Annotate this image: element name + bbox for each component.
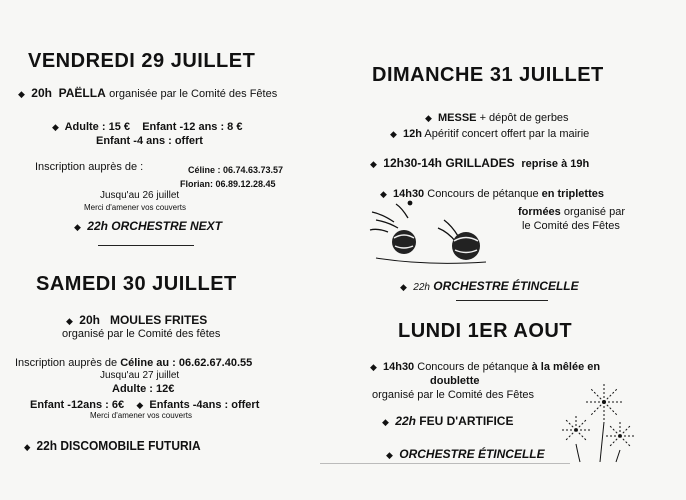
friday-dinner [18, 86, 277, 100]
diamond-bullet-icon: ◆ [425, 113, 432, 123]
friday-dinner-org: organisée par le Comité des Fêtes [109, 88, 278, 100]
sunday-show [400, 279, 579, 293]
sunday-mass-label: MESSE [437, 112, 477, 124]
monday-petanque-bold: à la mêlée en [531, 361, 601, 373]
sunday-petanque-text: Concours de pétanque [427, 188, 539, 200]
saturday-show [24, 438, 201, 453]
sunday-grill [370, 156, 589, 170]
diamond-bullet-icon: ◆ [136, 400, 144, 410]
saturday-deadline: Jusqu'au 27 juillet [100, 370, 180, 381]
sunday-petanque-time: 14h30 [392, 188, 425, 200]
friday-title: VENDREDI 29 JUILLET [28, 50, 256, 72]
diamond-bullet-icon: ◆ [386, 450, 393, 460]
friday-inscription-label: Inscription auprès de : [35, 161, 144, 173]
sunday-grill-name: GRILLADES [445, 156, 515, 170]
scan-edge [320, 463, 570, 464]
sunday-petanque-organise: organisé par [563, 206, 626, 218]
saturday-prices [30, 399, 259, 411]
sunday-mass [425, 112, 569, 124]
divider [456, 300, 548, 301]
diamond-bullet-icon: ◆ [380, 189, 387, 199]
saturday-dinner-name: MOULES FRITES [109, 313, 208, 327]
monday-show-name: ORCHESTRE ÉTINCELLE [399, 447, 545, 461]
diamond-bullet-icon: ◆ [370, 362, 377, 372]
divider [98, 245, 194, 246]
friday-show [74, 219, 222, 233]
friday-deadline: Jusqu'au 26 juillet [100, 190, 180, 201]
saturday-inscription [15, 357, 252, 369]
sunday-petanque-formees: formées [518, 206, 561, 218]
sunday-mass-extra: + dépôt de gerbes [479, 112, 569, 124]
friday-dinner-name: PAËLLA [58, 86, 106, 100]
sunday-aperitif [390, 128, 589, 140]
friday-note: Merci d'amener vos couverts [84, 203, 187, 212]
friday-show-time: 22h [87, 219, 108, 233]
friday-price-small: Enfant -4 ans : offert [96, 135, 203, 147]
saturday-dinner-org: organisé par le Comité des fêtes [62, 328, 221, 340]
friday-contact2: Florian: 06.89.12.28.45 [180, 179, 276, 189]
diamond-bullet-icon: ◆ [390, 129, 397, 139]
friday-price-child: Enfant -12 ans : 8 € [142, 121, 243, 133]
friday-price-adult: Adulte : 15 € [64, 121, 130, 133]
saturday-inscription-contact: Céline au : 06.62.67.40.55 [120, 357, 253, 369]
sunday-petanque-bold: en triplettes [541, 188, 604, 200]
friday-prices [52, 121, 242, 133]
monday-petanque-time: 14h30 [382, 361, 415, 373]
sunday-grill-time: 12h30-14h [383, 156, 442, 170]
monday-fireworks [382, 414, 513, 428]
saturday-title: SAMEDI 30 JUILLET [36, 273, 237, 295]
saturday-price-adult: Adulte : 12€ [112, 383, 175, 395]
sunday-grill-extra: reprise à 19h [521, 158, 590, 170]
monday-petanque-doublette: doublette [430, 375, 480, 387]
friday-show-name: ORCHESTRE NEXT [111, 219, 222, 233]
saturday-price-small: Enfants -4ans : offert [149, 399, 260, 411]
saturday-show-name: 22h DISCOMOBILE FUTURIA [36, 438, 201, 453]
friday-dinner-time: 20h [31, 86, 52, 100]
diamond-bullet-icon: ◆ [74, 222, 81, 232]
sunday-aperitif-text: Apéritif concert offert par la mairie [424, 128, 590, 140]
saturday-inscription-prefix: Inscription auprès de [15, 357, 118, 369]
saturday-note: Merci d'amener vos couverts [90, 411, 193, 420]
monday-fireworks-time: 22h [395, 414, 416, 428]
sunday-title: DIMANCHE 31 JUILLET [372, 64, 604, 86]
monday-petanque [370, 361, 600, 373]
saturday-dinner-time: 20h [79, 313, 100, 327]
petanque-balls-icon [368, 198, 498, 270]
monday-fireworks-name: FEU D'ARTIFICE [419, 414, 514, 428]
sunday-show-name: ORCHESTRE ÉTINCELLE [433, 279, 579, 293]
diamond-bullet-icon: ◆ [18, 89, 25, 99]
monday-petanque-org: organisé par le Comité des Fêtes [372, 389, 535, 401]
sunday-show-time: 22h [413, 282, 430, 293]
saturday-dinner [66, 313, 207, 327]
diamond-bullet-icon: ◆ [52, 122, 59, 132]
diamond-bullet-icon: ◆ [66, 316, 73, 326]
sunday-aperitif-time: 12h [402, 128, 422, 140]
monday-title: LUNDI 1ER AOUT [398, 320, 573, 342]
diamond-bullet-icon: ◆ [382, 417, 389, 427]
saturday-price-child: Enfant -12ans : 6€ [30, 399, 125, 411]
diamond-bullet-icon: ◆ [400, 282, 407, 292]
diamond-bullet-icon: ◆ [370, 159, 377, 169]
fireworks-icon [560, 378, 642, 464]
friday-contact1: Céline : 06.74.63.73.57 [188, 165, 284, 175]
sunday-petanque-line2 [518, 206, 625, 218]
monday-show [386, 447, 545, 461]
monday-petanque-text: Concours de pétanque [417, 361, 529, 373]
diamond-bullet-icon: ◆ [24, 442, 31, 452]
sunday-petanque-line3: le Comité des Fêtes [522, 220, 620, 232]
